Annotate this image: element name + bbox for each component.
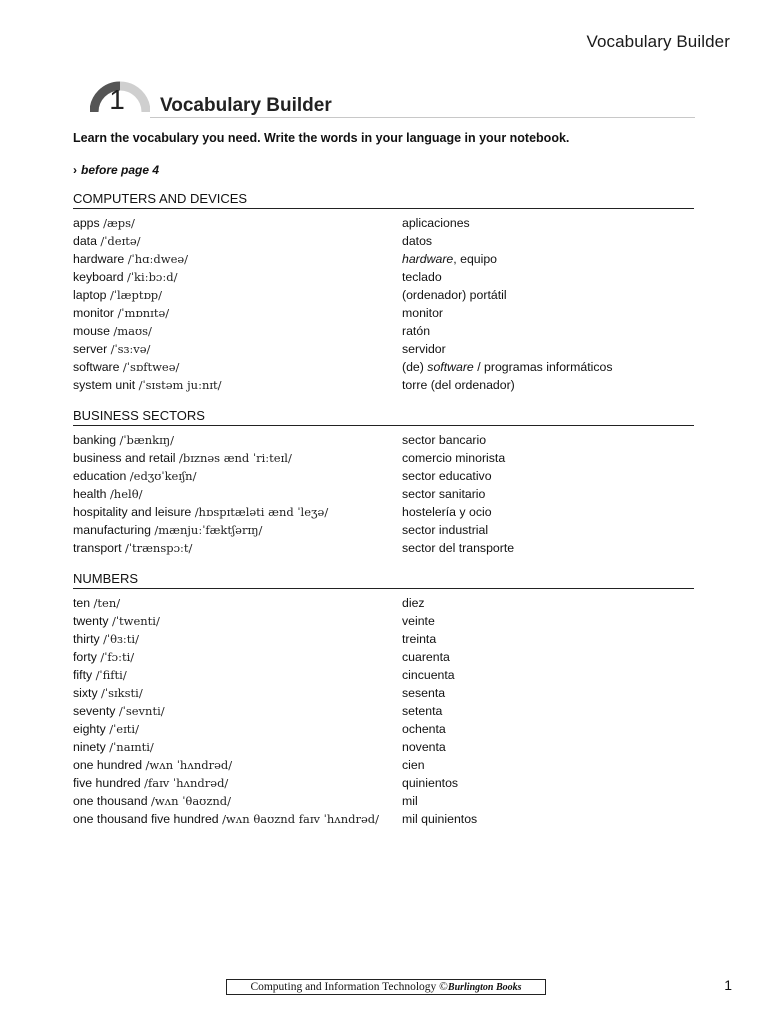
- vocabulary-row: [73, 485, 694, 503]
- term-word: one thousand five hundred: [73, 812, 219, 826]
- translation-text: sector educativo: [402, 469, 492, 483]
- translation-text: , equipo: [453, 252, 498, 266]
- term-cell: [73, 702, 165, 720]
- term-cell: [73, 612, 160, 630]
- term-pronunciation: /ˈhɑːdweə/: [127, 252, 189, 266]
- translation-text: hostelería y ocio: [402, 505, 492, 519]
- translation-cell: [402, 485, 485, 503]
- term-cell: [73, 521, 262, 539]
- term-cell: [73, 594, 120, 612]
- term-cell: [73, 431, 174, 449]
- vocabulary-list: [73, 431, 694, 557]
- translation-text: mil quinientos: [402, 812, 478, 826]
- section-heading: NUMBERS: [73, 571, 694, 589]
- term-word: laptop: [73, 288, 107, 302]
- term-cell: [73, 358, 179, 376]
- term-pronunciation: /ˈtrænspɔːt/: [124, 541, 193, 555]
- before-page-label: before page 4: [81, 163, 160, 177]
- term-word: ten: [73, 596, 91, 610]
- term-word: hospitality and leisure: [73, 505, 192, 519]
- term-word: five hundred: [73, 776, 141, 790]
- translation-prefix: (de): [402, 360, 428, 374]
- term-cell: [73, 340, 150, 358]
- translation-cell: [402, 539, 514, 557]
- vocabulary-row: [73, 286, 694, 304]
- translation-cell: [402, 648, 450, 666]
- unit-title-block: [72, 70, 694, 120]
- term-cell: [73, 449, 292, 467]
- term-cell: [73, 738, 154, 756]
- vocabulary-row: [73, 810, 694, 828]
- term-pronunciation: /æps/: [103, 216, 135, 230]
- translation-text: torre (del ordenador): [402, 378, 515, 392]
- translation-text: (ordenador) portátil: [402, 288, 507, 302]
- term-cell: [73, 539, 192, 557]
- translation-cell: [402, 268, 442, 286]
- vocabulary-list: [73, 214, 694, 394]
- chevron-right-icon: ›: [73, 163, 77, 177]
- translation-text: / programas informáticos: [473, 360, 613, 374]
- term-word: software: [73, 360, 120, 374]
- vocabulary-row: [73, 702, 694, 720]
- term-pronunciation: /ˈnaɪnti/: [109, 740, 154, 754]
- unit-title: Vocabulary Builder: [160, 95, 332, 116]
- translation-cell: [402, 376, 515, 394]
- term-word: seventy: [73, 704, 116, 718]
- translation-cell: [402, 774, 458, 792]
- translation-text: quinientos: [402, 776, 459, 790]
- translation-cell: [402, 810, 477, 828]
- term-cell: [73, 467, 196, 485]
- translation-text: monitor: [402, 306, 444, 320]
- term-pronunciation: /ˈfifti/: [95, 668, 127, 682]
- before-page-note: [73, 163, 159, 177]
- term-pronunciation: /maʊs/: [113, 324, 152, 338]
- term-cell: [73, 376, 222, 394]
- term-word: keyboard: [73, 270, 124, 284]
- term-pronunciation: /mænjuːˈfæktʃərɪŋ/: [154, 523, 263, 537]
- term-word: one thousand: [73, 794, 148, 808]
- term-cell: [73, 648, 134, 666]
- term-word: transport: [73, 541, 122, 555]
- term-pronunciation: /wʌn ˈθaʊznd/: [150, 794, 232, 808]
- term-cell: [73, 666, 127, 684]
- term-cell: [73, 232, 141, 250]
- vocabulary-row: [73, 449, 694, 467]
- translation-cell: [402, 612, 435, 630]
- vocabulary-row: [73, 630, 694, 648]
- vocabulary-row: [73, 322, 694, 340]
- translation-cell: [402, 738, 446, 756]
- translation-cell: [402, 756, 425, 774]
- term-pronunciation: /ˈsevnti/: [118, 704, 165, 718]
- vocabulary-row: [73, 376, 694, 394]
- vocabulary-row: [73, 756, 694, 774]
- term-pronunciation: /ˈmɒnɪtə/: [117, 306, 170, 320]
- unit-number: 1: [109, 84, 125, 115]
- vocabulary-row: [73, 340, 694, 358]
- vocabulary-row: [73, 467, 694, 485]
- term-word: business and retail: [73, 451, 176, 465]
- term-pronunciation: /hɒspɪtæləti ænd ˈleʒə/: [194, 505, 329, 519]
- footer-publisher: Burlington Books: [447, 982, 522, 993]
- translation-text: diez: [402, 596, 425, 610]
- translation-cell: [402, 720, 446, 738]
- vocabulary-row: [73, 539, 694, 557]
- term-pronunciation: /ˈθɜːti/: [103, 632, 139, 646]
- term-word: one hundred: [73, 758, 143, 772]
- vocabulary-row: [73, 431, 694, 449]
- translation-italic: hardware: [402, 252, 454, 266]
- term-word: manufacturing: [73, 523, 151, 537]
- term-pronunciation: /ˈlæptɒp/: [109, 288, 163, 302]
- translation-cell: [402, 250, 497, 268]
- term-pronunciation: /ˈbænkɪŋ/: [119, 433, 175, 447]
- translation-cell: [402, 431, 486, 449]
- term-pronunciation: /wʌn θaʊznd faɪv ˈhʌndrəd/: [222, 812, 380, 826]
- term-pronunciation: /faɪv ˈhʌndrəd/: [144, 776, 229, 790]
- translation-text: noventa: [402, 740, 446, 754]
- term-pronunciation: /ˈfɔːti/: [100, 650, 135, 664]
- translation-text: sector bancario: [402, 433, 487, 447]
- vocabulary-row: [73, 358, 694, 376]
- term-pronunciation: /ˈsɜːvə/: [110, 342, 151, 356]
- term-cell: [73, 268, 178, 286]
- translation-text: setenta: [402, 704, 443, 718]
- vocabulary-list: [73, 594, 694, 828]
- translation-cell: [402, 684, 445, 702]
- title-rule: [150, 117, 695, 118]
- term-word: hardware: [73, 252, 125, 266]
- translation-text: datos: [402, 234, 433, 248]
- vocabulary-row: [73, 214, 694, 232]
- translation-text: sesenta: [402, 686, 446, 700]
- vocabulary-row: [73, 232, 694, 250]
- vocabulary-row: [73, 250, 694, 268]
- section-heading: BUSINESS SECTORS: [73, 408, 694, 426]
- translation-cell: [402, 322, 430, 340]
- term-word: ninety: [73, 740, 106, 754]
- term-pronunciation: /ˈsɒftweə/: [122, 360, 180, 374]
- translation-text: treinta: [402, 632, 437, 646]
- translation-cell: [402, 702, 442, 720]
- term-word: system unit: [73, 378, 136, 392]
- term-cell: [73, 810, 379, 828]
- term-word: server: [73, 342, 108, 356]
- term-pronunciation: /ˈtwenti/: [111, 614, 160, 628]
- translation-cell: [402, 503, 492, 521]
- term-cell: [73, 214, 135, 232]
- translation-text: sector industrial: [402, 523, 489, 537]
- translation-text: ratón: [402, 324, 431, 338]
- vocabulary-row: [73, 594, 694, 612]
- vocabulary-row: [73, 738, 694, 756]
- term-word: data: [73, 234, 97, 248]
- term-cell: [73, 250, 188, 268]
- translation-text: comercio minorista: [402, 451, 506, 465]
- translation-cell: [402, 214, 470, 232]
- translation-text: cincuenta: [402, 668, 455, 682]
- term-cell: [73, 304, 169, 322]
- translation-cell: [402, 630, 436, 648]
- term-word: fifty: [73, 668, 93, 682]
- term-cell: [73, 630, 139, 648]
- translation-text: cuarenta: [402, 650, 450, 664]
- term-pronunciation: /ten/: [93, 596, 121, 610]
- term-cell: [73, 774, 228, 792]
- translation-cell: [402, 358, 613, 376]
- term-pronunciation: /ˈdeɪtə/: [100, 234, 141, 248]
- term-word: monitor: [73, 306, 115, 320]
- vocabulary-row: [73, 792, 694, 810]
- term-pronunciation: /edʒʊˈkeɪʃn/: [129, 469, 197, 483]
- term-word: eighty: [73, 722, 106, 736]
- translation-text: aplicaciones: [402, 216, 470, 230]
- term-cell: [73, 684, 143, 702]
- translation-italic: software: [427, 360, 474, 374]
- term-word: health: [73, 487, 107, 501]
- term-pronunciation: /ˈsɪksti/: [101, 686, 143, 700]
- vocabulary-row: [73, 720, 694, 738]
- translation-text: cien: [402, 758, 425, 772]
- translation-cell: [402, 304, 443, 322]
- term-pronunciation: /bɪznəs ænd ˈriːteɪl/: [178, 451, 292, 465]
- translation-cell: [402, 594, 425, 612]
- translation-cell: [402, 467, 492, 485]
- term-word: apps: [73, 216, 100, 230]
- term-pronunciation: /helθ/: [109, 487, 143, 501]
- vocabulary-row: [73, 612, 694, 630]
- term-cell: [73, 792, 231, 810]
- translation-text: servidor: [402, 342, 446, 356]
- intro-text: Learn the vocabulary you need. Write the words in your language in your notebook.: [73, 131, 570, 145]
- term-word: sixty: [73, 686, 98, 700]
- term-cell: [73, 720, 139, 738]
- term-word: banking: [73, 433, 117, 447]
- vocabulary-row: [73, 774, 694, 792]
- footer-text: Computing and Information Technology: [250, 981, 437, 993]
- term-cell: [73, 286, 162, 304]
- term-pronunciation: /ˈeɪti/: [109, 722, 139, 736]
- footer-copyright: ©: [439, 981, 448, 993]
- term-word: mouse: [73, 324, 110, 338]
- translation-text: sector sanitario: [402, 487, 486, 501]
- translation-text: sector del transporte: [402, 541, 515, 555]
- page-number: 1: [724, 977, 732, 993]
- vocabulary-row: [73, 684, 694, 702]
- term-pronunciation: /ˈkiːbɔːd/: [127, 270, 178, 284]
- translation-cell: [402, 666, 455, 684]
- vocabulary-row: [73, 304, 694, 322]
- vocabulary-row: [73, 503, 694, 521]
- term-word: education: [73, 469, 127, 483]
- translation-cell: [402, 286, 507, 304]
- vocabulary-row: [73, 268, 694, 286]
- translation-cell: [402, 232, 432, 250]
- vocabulary-row: [73, 521, 694, 539]
- translation-cell: [402, 449, 505, 467]
- translation-text: mil: [402, 794, 418, 808]
- translation-text: ochenta: [402, 722, 446, 736]
- vocabulary-row: [73, 666, 694, 684]
- term-cell: [73, 485, 143, 503]
- term-cell: [73, 756, 232, 774]
- section-heading: COMPUTERS AND DEVICES: [73, 191, 694, 209]
- term-pronunciation: /ˈsɪstəm juːnɪt/: [138, 378, 222, 392]
- running-head: Vocabulary Builder: [586, 32, 730, 51]
- footer-credit: [226, 979, 546, 995]
- translation-cell: [402, 792, 418, 810]
- translation-cell: [402, 521, 488, 539]
- term-word: twenty: [73, 614, 109, 628]
- term-cell: [73, 322, 152, 340]
- term-cell: [73, 503, 328, 521]
- translation-text: veinte: [402, 614, 435, 628]
- term-word: thirty: [73, 632, 100, 646]
- translation-text: teclado: [402, 270, 442, 284]
- vocabulary-row: [73, 648, 694, 666]
- term-word: forty: [73, 650, 97, 664]
- translation-cell: [402, 340, 446, 358]
- term-pronunciation: /wʌn ˈhʌndrəd/: [145, 758, 233, 772]
